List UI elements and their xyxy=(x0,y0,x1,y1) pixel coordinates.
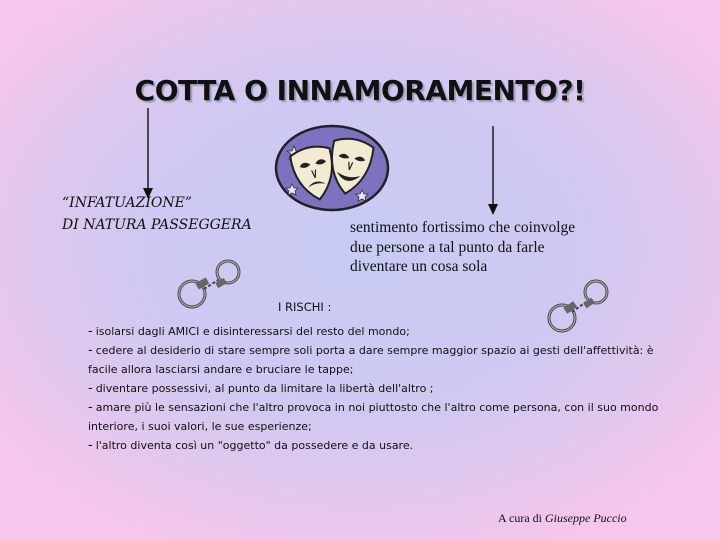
credit-prefix: A cura di xyxy=(498,511,545,525)
author-credit xyxy=(498,511,627,526)
risks-list xyxy=(88,322,668,455)
risks-heading: I RISCHI : xyxy=(278,300,332,314)
infatuation-line-1: “INFATUAZIONE” xyxy=(62,195,192,211)
infatuation-line-2: DI NATURA PASSEGGERA xyxy=(62,217,252,233)
list-item: - isolarsi dagli AMICI e disinteressarsi del resto del mondo; xyxy=(88,324,410,339)
left-arrow-icon xyxy=(140,108,156,200)
page-title: COTTA O INNAMORAMENTO?! xyxy=(134,74,586,107)
theater-masks-icon xyxy=(272,124,392,214)
handcuffs-icon xyxy=(172,256,244,312)
list-item: - cedere al desiderio di stare sempre soli porta a dare sempre maggior spazio ai gesti dell'affettività: è facile allora lasciarsi andare e bruciare le tappe; xyxy=(88,343,654,376)
right-arrow-icon xyxy=(485,126,501,216)
list-item: - amare più le sensazioni che l'altro provoca in noi piuttosto che l'altro come persona, con il suo mondo interiore, i suoi valori, le sue esperienze; xyxy=(88,400,659,433)
list-item: - l'altro diventa così un "oggetto" da possedere e da usare. xyxy=(88,438,414,453)
author-name: Giuseppe Puccio xyxy=(545,511,627,525)
infatuation-label xyxy=(62,192,252,236)
list-item: - diventare possessivi, al punto da limitare la libertà dell'altro ; xyxy=(88,381,434,396)
love-description: sentimento fortissimo che coinvolge due persone a tal punto da farle diventare un cosa sola xyxy=(350,219,576,275)
